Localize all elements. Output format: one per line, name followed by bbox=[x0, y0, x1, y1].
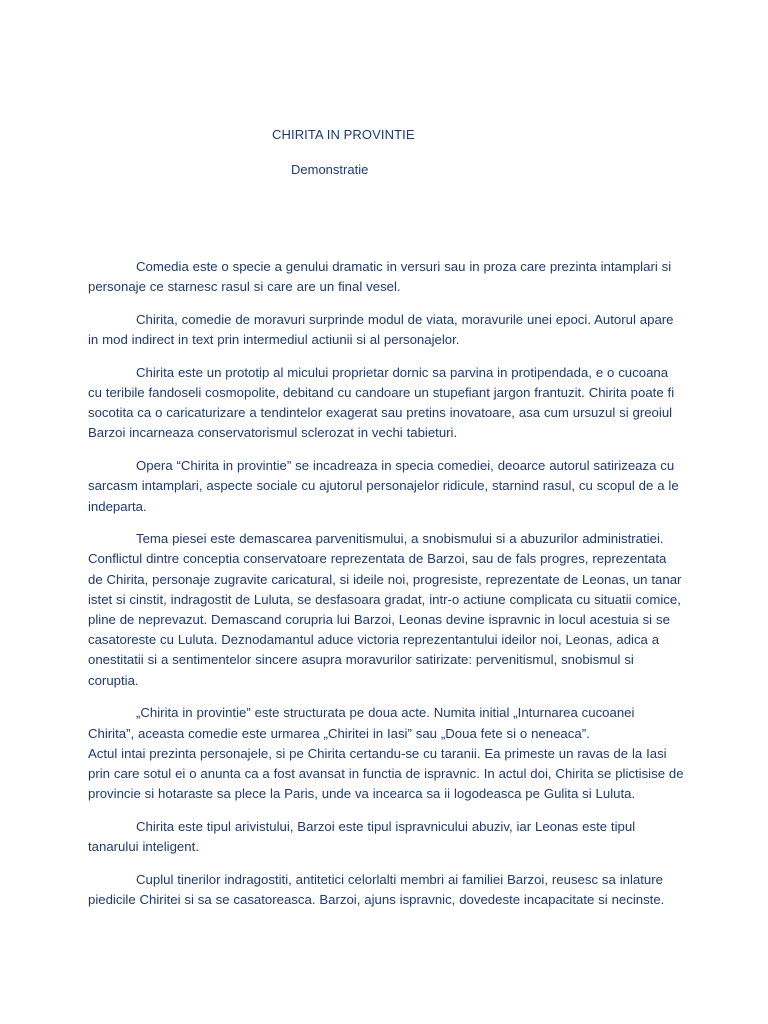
paragraph-1: Comedia este o specie a genului dramatic in versuri sau in proza care prezinta intamplari si personaje ce starnesc rasul si care are un final vesel. bbox=[88, 259, 672, 295]
document-body bbox=[88, 257, 684, 923]
paragraph-4: Opera “Chirita in provintie” se incadreaza in specia comediei, deoarce autorul satirizeaza cu sarcasm intamplari, aspecte sociale cu ajutorul personajelor ridicule, starnind rasul, cu scopul de a le indeparta. bbox=[88, 458, 679, 514]
paragraph-9: Cuplul tinerilor indragostiti, antitetici celorlalti membri ai familiei Barzoi, reusesc sa inlature piedicile Chiritei si sa se casatoreasca. Barzoi, ajuns ispravnic, dovedeste incapacitate si necinste. bbox=[88, 871, 665, 907]
paragraph-7: Actul intai prezinta personajele, si pe Chirita certandu-se cu taranii. Ea primeste un ravas de la Iasi prin care sotul ei o anunta ca a fost avansat in functia de ispravnic. In actul doi, Chirita se plictisise de provincie si hotaraste sa plece la Paris, unde va incearca sa ii logodeasca pe Gulita si Luluta. bbox=[88, 745, 684, 802]
paragraph-3: Chirita este un prototip al micului proprietar dornic sa parvina in protipendada, e o cucoana cu teribile fandoseli cosmopolite, debitand cu candoare un stupefiant jargon frantuzit. Chirita poate fi socotita ca o caricaturizare a tendintelor exagerat sau pretins inovatoare, asa cum ursuzul si greoiul Barzoi incarneaza conservatorismul sclerozat in vechi tabieturi. bbox=[88, 364, 675, 441]
page-title: CHIRITA IN PROVINTIE bbox=[272, 127, 415, 142]
paragraph-2: Chirita, comedie de moravuri surprinde modul de viata, moravurile unei epoci. Autorul apare in mod indirect in text prin intermediul actiunii si al personajelor. bbox=[88, 311, 674, 348]
paragraph-8: Chirita este tipul arivistului, Barzoi este tipul ispravnicului abuziv, iar Leonas este tipul tanarului inteligent. bbox=[88, 818, 636, 855]
paragraph-5: Tema piesei este demascarea parvenitismului, a snobismului si a abuzurilor administratiei. Conflictul dintre conceptia conservatoare reprezentata de Barzoi, sau de fals progres, reprezentata de Chirita, personaje zugravite caricatural, si ideile noi, progresiste, reprezentate de Leonas, un tanar istet si cinstit, indragostit de Luluta, se desfasoara gradat, intr-o actiune complicata cu situatii comice, pline de neprevazut. Demascand corupria lui Barzoi, Leonas devine ispravnic in locul acestuia si se casatoreste cu Luluta. Deznodamantul aduce victoria reprezentantului ideilor noi, Leonas, adica a onestitatii si a sentimentelor sincere asupra moravurilor satirizate: pervenitismul, snobismul si coruptia. bbox=[88, 531, 682, 688]
paragraph-6: „Chirita in provintie” este structurata pe doua acte. Numita initial „Inturnarea cucoanei Chirita”, aceasta comedie este urmarea „Chiritei in Iasi” sau „Doua fete si o neneaca”. bbox=[88, 705, 635, 741]
page-subtitle: Demonstratie bbox=[291, 162, 369, 177]
